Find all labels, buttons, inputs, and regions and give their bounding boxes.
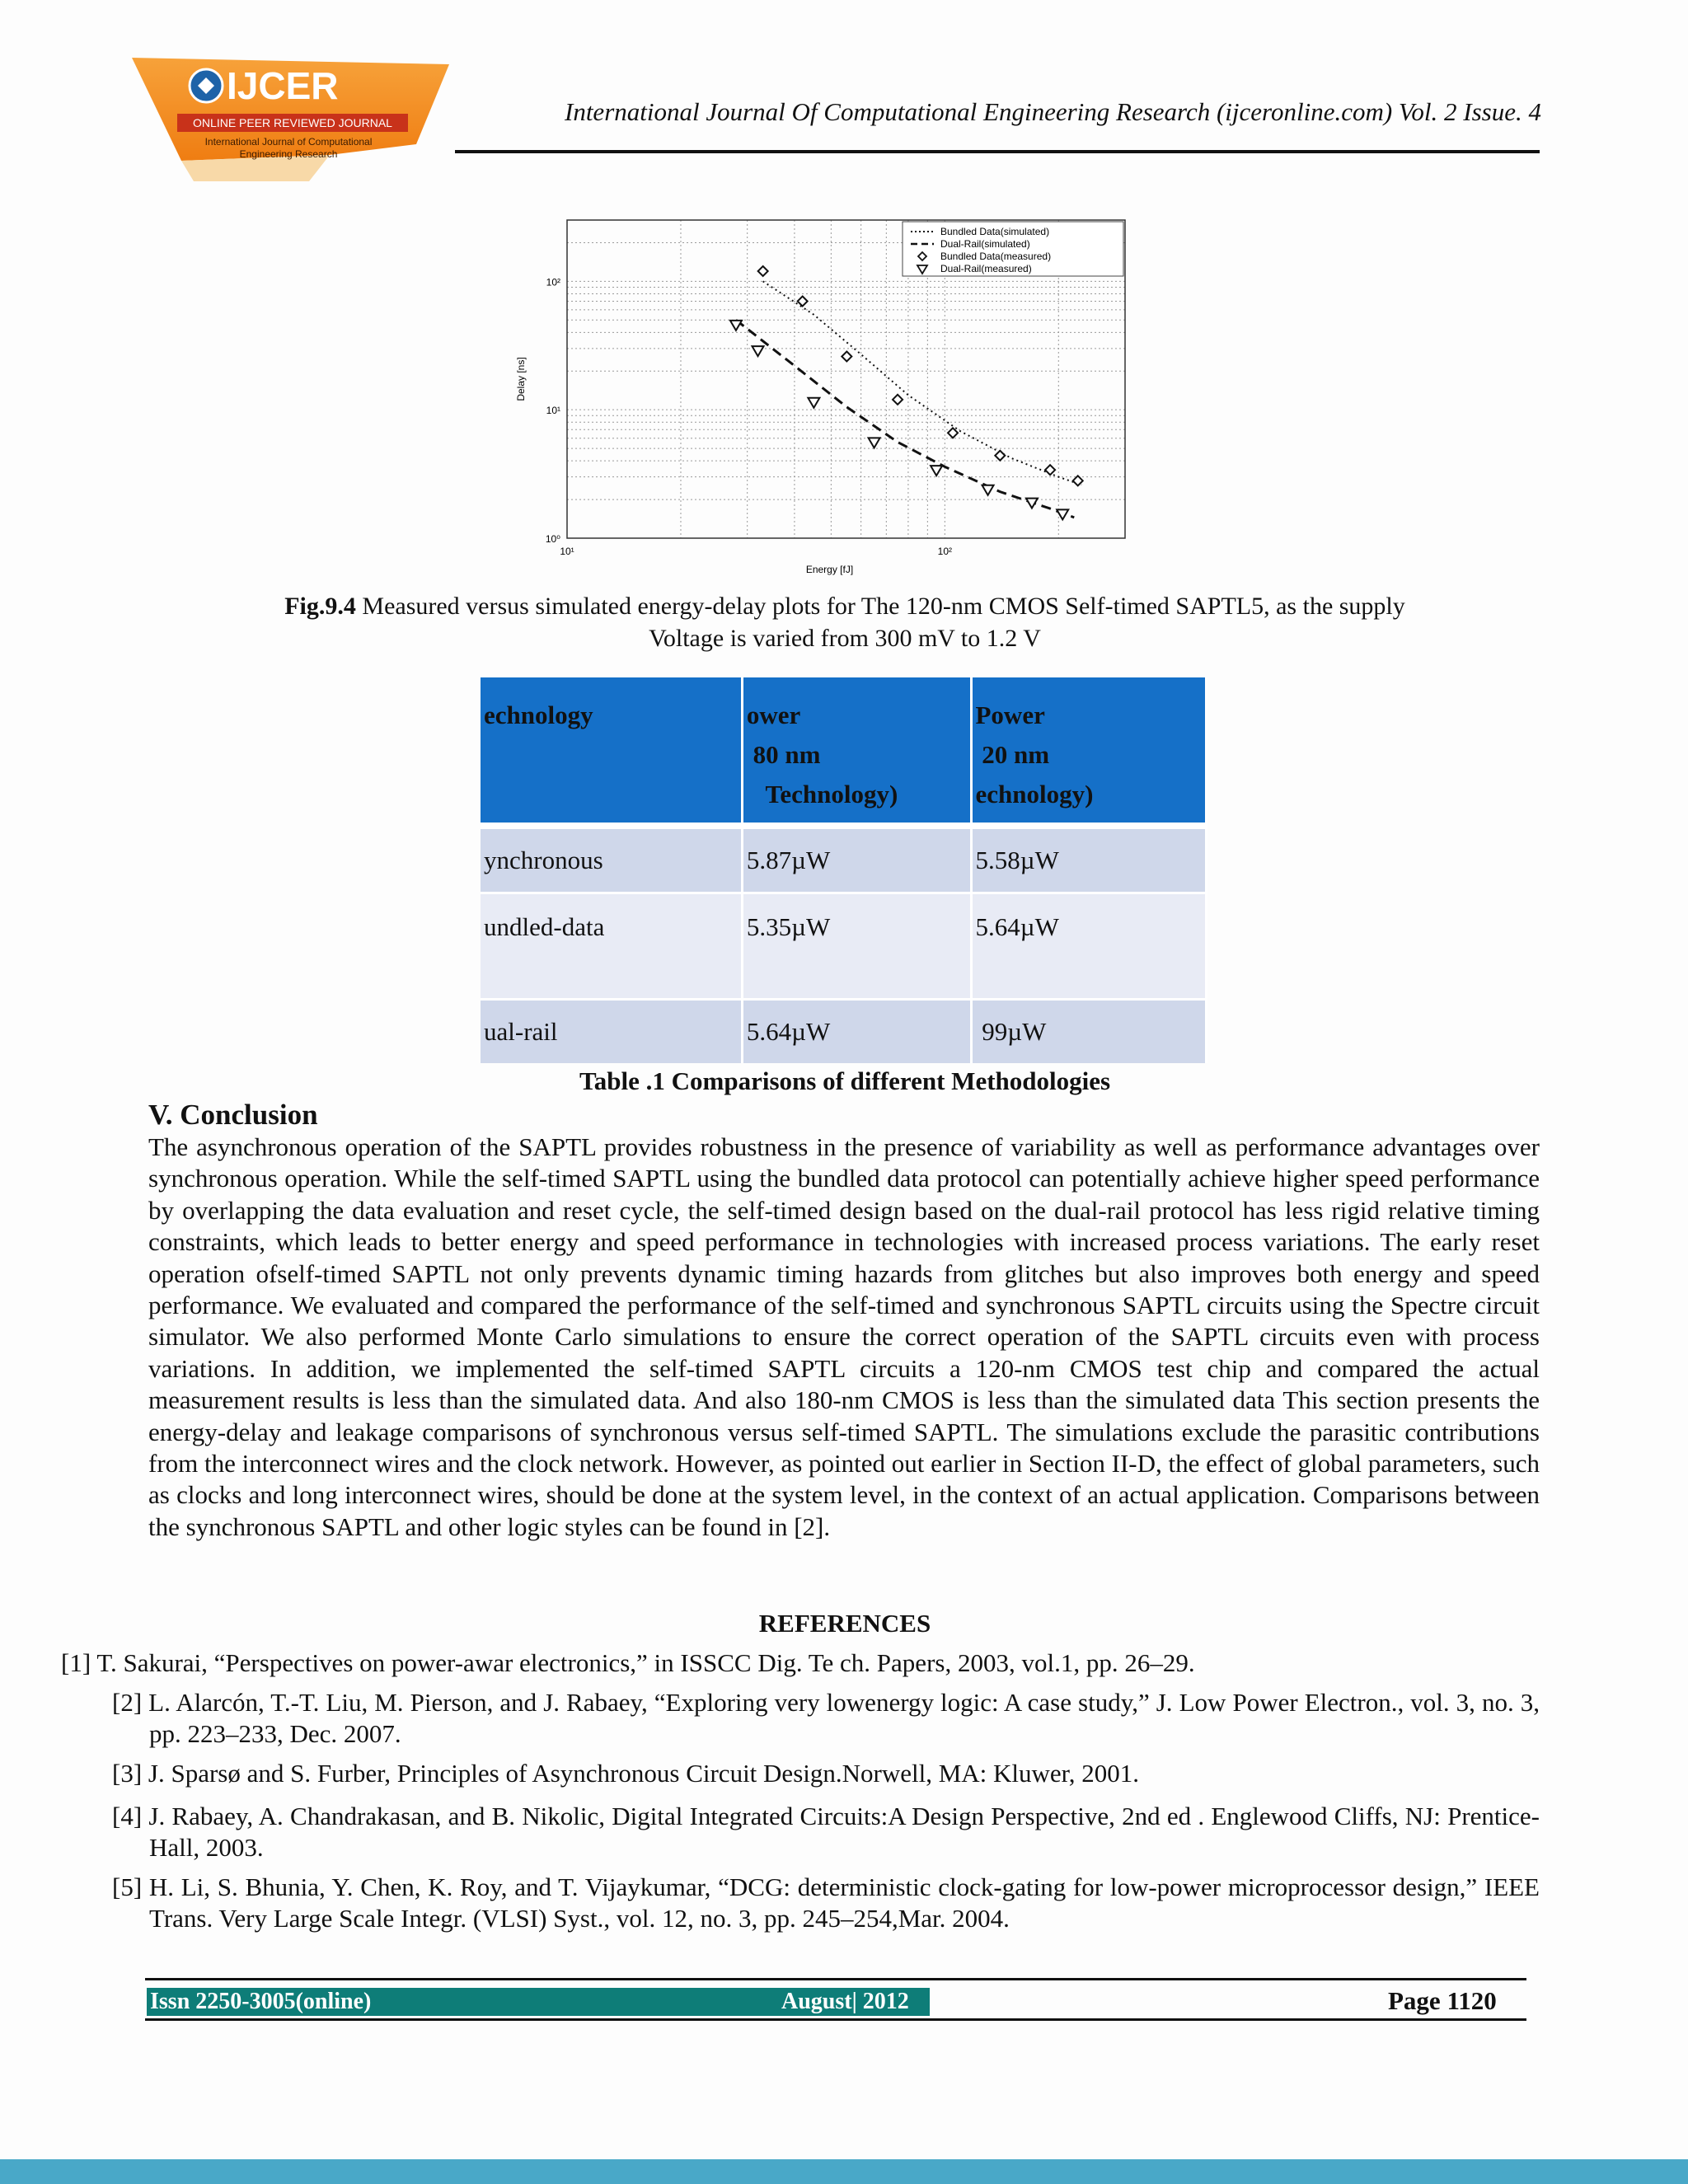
table-row (481, 1000, 1207, 1064)
reference-item: [2] L. Alarcón, T.-T. Liu, M. Pierson, and J. Rabaey, “Exploring very lowenergy logic: A case study,” J. Low Power Electron., vol. 3, no. 3, pp. 223–233, Dec. 2007. (112, 1688, 1540, 1748)
references-title: REFERENCES (758, 1609, 931, 1638)
journal-logo (132, 58, 453, 190)
legend-entry: Dual-Rail(simulated) (940, 238, 1030, 250)
figure-caption-text: Measured versus simulated energy-delay plots for The 120-nm CMOS Self-timed SAPTL5, as the supply (355, 593, 1405, 620)
table-cell: 5.35µW (742, 893, 971, 1000)
data-point-diamond (842, 352, 851, 362)
y-tick-label: 10⁰ (545, 533, 560, 545)
legend-entry: Dual-Rail(measured) (940, 263, 1032, 274)
table-row (481, 893, 1207, 1000)
logo-tagline: ONLINE PEER REVIEWED JOURNAL (193, 116, 392, 129)
figure-caption (190, 590, 1500, 654)
data-point-diamond (995, 451, 1005, 461)
footer-page-number: Page 1120 (1388, 1986, 1497, 2015)
data-point-diamond (798, 296, 808, 306)
series-line (736, 320, 1074, 518)
legend-entry: Bundled Data(measured) (940, 251, 1052, 262)
logo-text: IJCER (227, 64, 339, 107)
table-header-cell: ower 80 nm Technology) (742, 677, 971, 826)
x-tick-label: 10² (937, 546, 952, 557)
comparison-table (481, 677, 1207, 1063)
data-point-diamond (758, 266, 768, 276)
data-point-diamond (948, 428, 958, 438)
data-point-diamond (1045, 465, 1055, 475)
x-tick-label: 10¹ (560, 546, 574, 557)
data-point-diamond (893, 395, 903, 405)
data-point-triangle (982, 485, 994, 495)
footer-divider-top (145, 1978, 1526, 1980)
table-cell: 99µW (971, 1000, 1207, 1064)
footer-date: August| 2012 (781, 1989, 909, 2014)
chart-svg (495, 210, 1137, 581)
journal-header: International Journal Of Computational Engineering Research (ijceronline.com) Vol. 2 Issue. 4 (565, 97, 1541, 126)
figure-label: Fig.9.4 (284, 593, 356, 620)
logo-subtitle-2: Engineering Research (239, 148, 338, 160)
header-divider (455, 150, 1540, 153)
footer-issn: Issn 2250-3005(online) (150, 1989, 372, 2014)
data-point-triangle (808, 398, 819, 408)
legend-entry: Bundled Data(simulated) (940, 226, 1050, 237)
conclusion-paragraph: The asynchronous operation of the SAPTL provides robustness in the presence of variability as well as performance advantages over synchronous operation. While the self-timed SAPTL using the bundled data protocol can potentially achieve higher speed performance by overlapping the data evaluation and reset cycle, the self-timed design based on the dual-rail protocol has less rigid relative timing constraints, which leads to better energy and speed performance in technologies with increased process variations. The early reset operation ofself-timed SAPTL not only prevents dynamic timing hazards from glitches but also improves both energy and speed performance. We evaluated and compared the performance of the self-timed and synchronous SAPTL circuits using the Spectre circuit simulator. We also performed Monte Carlo simulations to ensure the correct operation of the SAPTL circuits even with process variations. In addition, we implemented the self-timed SAPTL circuits a 120-nm CMOS test chip and compared the actual measurement results is less than the simulated data. And also 180-nm CMOS is less than the simulated data This section presents the energy-delay and leakage comparisons of synchronous versus self-timed SAPTL. The simulations exclude the parasitic contributions from the interconnect wires and the clock network. However, as pointed out earlier in Section II-D, the effect of global parameters, such as clocks and long interconnect wires, should be done at the system level, in the context of an actual application. Comparisons between the synchronous SAPTL and other logic styles can be found in [2]. (148, 1132, 1540, 1541)
y-tick-label: 10² (546, 276, 560, 288)
reference-item: [4] J. Rabaey, A. Chandrakasan, and B. Nikolic, Digital Integrated Circuits:A Design Perspective, 2nd ed . Englewood Cliffs, NJ: Prentice-Hall, 2003. (112, 1802, 1540, 1862)
series-line (763, 281, 1081, 485)
table-header-row (481, 677, 1207, 826)
table-cell: 5.58µW (971, 826, 1207, 893)
logo-subtitle-1: International Journal of Computational (204, 136, 373, 148)
x-axis-label: Energy [fJ] (805, 564, 854, 575)
table-header-cell: Power 20 nm echnology) (971, 677, 1207, 826)
table-caption: Table .1 Comparisons of different Methodologies (579, 1066, 1111, 1095)
data-point-triangle (753, 346, 764, 356)
footer-divider-bottom (145, 2018, 1526, 2021)
data-point-triangle (730, 321, 742, 330)
y-tick-label: 10¹ (546, 405, 560, 417)
table-cell: 5.64µW (742, 1000, 971, 1064)
reference-item: [1] T. Sakurai, “Perspectives on power-awar electronics,” in ISSCC Dig. Te ch. Papers, 2003, vol.1, pp. 26–29. (61, 1648, 1195, 1677)
table-cell: 5.87µW (742, 826, 971, 893)
reference-item: [5] H. Li, S. Bhunia, Y. Chen, K. Roy, and T. Vijaykumar, “DCG: deterministic clock-gating for low-power microprocessor design,” IEEE Trans. Very Large Scale Integr. (VLSI) Syst., vol. 12, no. 3, pp. 245–254,Mar. 2004. (112, 1872, 1540, 1933)
section-title: V. Conclusion (148, 1099, 318, 1131)
figure-caption-line2: Voltage is varied from 300 mV to 1.2 V (649, 625, 1041, 652)
energy-delay-chart (495, 210, 1137, 581)
data-point-triangle (869, 438, 880, 448)
table-header-cell: echnology (481, 677, 742, 826)
table-cell: 5.64µW (971, 893, 1207, 1000)
table-cell: undled-data (481, 893, 742, 1000)
y-axis-label: Delay [ns] (515, 357, 527, 401)
page-bottom-bar (0, 2159, 1688, 2184)
table-cell: ynchronous (481, 826, 742, 893)
table-cell: ual-rail (481, 1000, 742, 1064)
table-row (481, 826, 1207, 893)
data-point-triangle (931, 466, 942, 476)
reference-item: [3] J. Sparsø and S. Furber, Principles of Asynchronous Circuit Design.Norwell, MA: Kluwer, 2001. (112, 1759, 1139, 1788)
